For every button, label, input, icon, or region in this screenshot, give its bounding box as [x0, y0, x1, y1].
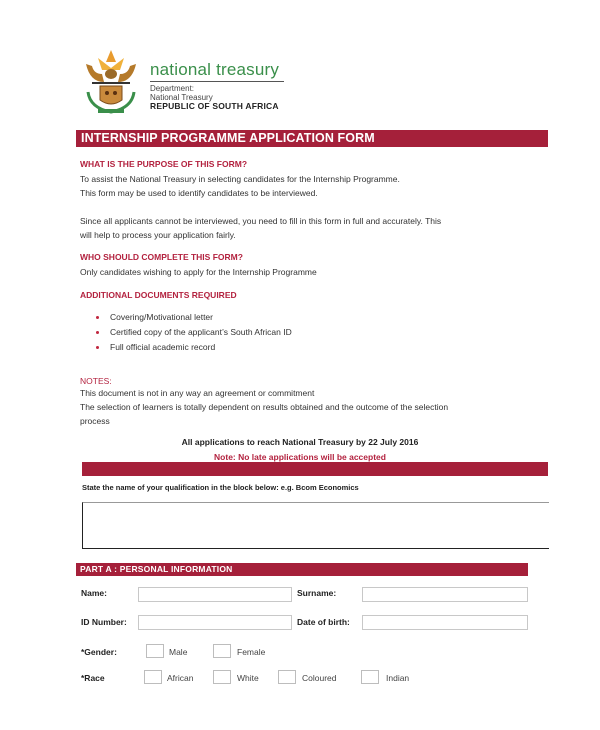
document-item: Certified copy of the applicant’s South African ID: [80, 325, 292, 340]
race-indian-label: Indian: [386, 673, 410, 683]
deadline-note: Note: No late applications will be accepted: [214, 452, 386, 462]
department-text: [150, 84, 279, 111]
gender-male-label: Male: [169, 647, 188, 657]
purpose-line-4: will help to process your application fairly.: [80, 230, 236, 240]
race-label: *Race: [81, 673, 105, 683]
deadline-text: All applications to reach National Treasury by 22 July 2016: [181, 437, 419, 447]
brand-name: national treasury: [150, 60, 280, 79]
purpose-text-2: [80, 214, 441, 242]
race-white-label: White: [237, 673, 259, 683]
race-african-checkbox[interactable]: [144, 670, 162, 684]
purpose-line-1: To assist the National Treasury in selecting candidates for the Internship Programme.: [80, 174, 400, 184]
name-input[interactable]: [138, 587, 292, 602]
qualification-label: State the name of your qualification in the block below: e.g. Bcom Economics: [82, 483, 359, 492]
purpose-heading: WHAT IS THE PURPOSE OF THIS FORM?: [80, 159, 248, 169]
notes-line-2: The selection of learners is totally dependent on results obtained and the outcome of the selection: [80, 402, 449, 412]
notes-heading: NOTES:: [80, 376, 112, 386]
brand-divider: [150, 81, 284, 82]
form-title-bar: [76, 130, 548, 147]
id-number-input[interactable]: [138, 615, 292, 630]
dob-input[interactable]: [362, 615, 528, 630]
notes-line-1: This document is not in any way an agreement or commitment: [80, 388, 315, 398]
name-label: Name:: [81, 588, 107, 598]
notes-line-3: process: [80, 416, 110, 426]
purpose-line-3: Since all applicants cannot be interviewed, you need to fill in this form in full and accurately. This: [80, 216, 442, 226]
race-coloured-label: Coloured: [302, 673, 337, 683]
dept-line-1: Department:: [150, 84, 195, 93]
section-divider-bar: [82, 462, 548, 476]
part-a-header: [76, 563, 528, 576]
race-coloured-checkbox[interactable]: [278, 670, 296, 684]
race-african-label: African: [167, 673, 194, 683]
gender-male-checkbox[interactable]: [146, 644, 164, 658]
race-white-checkbox[interactable]: [213, 670, 231, 684]
race-indian-checkbox[interactable]: [361, 670, 379, 684]
form-title: INTERNSHIP PROGRAMME APPLICATION FORM: [81, 131, 375, 145]
gender-label: *Gender:: [81, 647, 117, 657]
dob-label: Date of birth:: [297, 617, 350, 627]
national-treasury-logo: [80, 46, 290, 116]
qualification-input[interactable]: [82, 502, 549, 549]
coat-of-arms-icon: [80, 46, 142, 116]
notes-text: [80, 386, 448, 428]
surname-label: Surname:: [297, 588, 337, 598]
dept-line-2: National Treasury: [150, 93, 213, 102]
dept-line-3: REPUBLIC OF SOUTH AFRICA: [150, 101, 279, 111]
surname-input[interactable]: [362, 587, 528, 602]
document-item: Full official academic record: [80, 340, 292, 355]
document-item: Covering/Motivational letter: [80, 310, 292, 325]
who-heading: WHO SHOULD COMPLETE THIS FORM?: [80, 252, 243, 262]
gender-female-label: Female: [237, 647, 266, 657]
documents-list: [80, 310, 292, 355]
purpose-text: [80, 172, 400, 200]
part-a-title: PART A : PERSONAL INFORMATION: [80, 564, 233, 574]
id-number-label: ID Number:: [81, 617, 127, 627]
who-text: Only candidates wishing to apply for the Internship Programme: [80, 267, 317, 277]
documents-heading: ADDITIONAL DOCUMENTS REQUIRED: [80, 290, 237, 300]
gender-female-checkbox[interactable]: [213, 644, 231, 658]
purpose-line-2: This form may be used to identify candidates to be interviewed.: [80, 188, 318, 198]
